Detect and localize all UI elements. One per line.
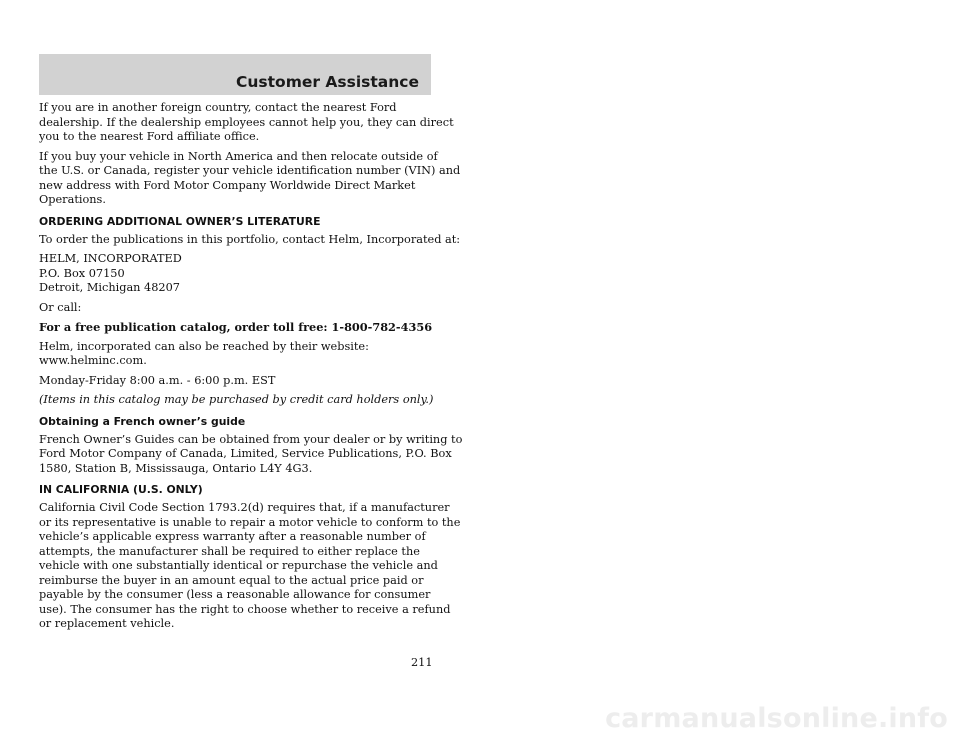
text-line: (Items in this catalog may be purchased by credit card holders only.) xyxy=(39,393,434,406)
watermark: carmanualsonline.info xyxy=(605,703,948,734)
address-line: P.O. Box 07150 xyxy=(39,266,125,280)
text-line: you to the nearest Ford affiliate office. xyxy=(39,130,260,143)
text-line: vehicle with one substantially identical or repurchase the vehicle and xyxy=(39,559,438,572)
address-line: Detroit, Michigan 48207 xyxy=(39,281,180,294)
french-guide-paragraph xyxy=(39,432,463,477)
literature-heading: ORDERING ADDITIONAL OWNER’S LITERATURE xyxy=(39,214,321,228)
text-line: Monday-Friday 8:00 a.m. - 6:00 p.m. EST xyxy=(39,373,276,387)
text-line: dealership. If the dealership employees cannot help you, they can direct xyxy=(39,115,454,129)
text-line: new address with Ford Motor Company Worldwide Direct Market xyxy=(39,178,416,192)
california-paragraph xyxy=(39,501,461,632)
hours-text xyxy=(39,374,439,389)
text-line: or its representative is unable to repair a motor vehicle to conform to the xyxy=(39,515,461,529)
page-number: 211 xyxy=(411,656,433,669)
text-line: payable by the consumer (less a reasonable allowance for consumer xyxy=(39,588,431,601)
text-line: or replacement vehicle. xyxy=(39,617,175,630)
credit-note xyxy=(39,393,439,408)
page-content xyxy=(39,101,463,637)
text-line: If you buy your vehicle in North America and then relocate outside of xyxy=(39,149,438,163)
address-line: HELM, INCORPORATED xyxy=(39,252,182,265)
text-line: Or call: xyxy=(39,300,82,314)
text-line: French Owner’s Guides can be obtained from your dealer or by writing to xyxy=(39,432,463,446)
relocate-paragraph xyxy=(39,149,461,208)
or-call-text xyxy=(39,301,439,316)
section-header xyxy=(39,54,431,95)
text-line: vehicle’s applicable express warranty after a reasonable number of xyxy=(39,530,426,543)
text-line: Operations. xyxy=(39,193,106,206)
text-line: attempts, the manufacturer shall be required to either replace the xyxy=(39,544,420,558)
toll-free-text xyxy=(39,320,439,335)
text-line: California Civil Code Section 1793.2(d) requires that, if a manufacturer xyxy=(39,501,450,514)
foreign-country-paragraph xyxy=(39,101,454,145)
website-paragraph xyxy=(39,340,439,369)
text-line: Ford Motor Company of Canada, Limited, Service Publications, P.O. Box xyxy=(39,447,452,460)
text-line: the U.S. or Canada, register your vehicle identification number (VIN) and xyxy=(39,164,461,177)
california-heading: IN CALIFORNIA (U.S. ONLY) xyxy=(39,483,203,496)
toll-free-line: For a free publication catalog, order toll free: 1-800-782-4356 xyxy=(39,320,433,334)
section-title: Customer Assistance xyxy=(236,73,419,91)
website-url: www.helminc.com. xyxy=(39,354,147,367)
text-line: Helm, incorporated can also be reached by their website: xyxy=(39,339,369,353)
text-line: 1580, Station B, Mississauga, Ontario L4Y 4G3. xyxy=(39,461,313,475)
text-line: reimburse the buyer in an amount equal to the actual price paid or xyxy=(39,573,424,587)
order-paragraph xyxy=(39,232,461,248)
french-guide-heading: Obtaining a French owner’s guide xyxy=(39,414,246,428)
helm-address xyxy=(39,252,439,296)
text-line: use). The consumer has the right to choose whether to receive a refund xyxy=(39,602,451,616)
text-line: If you are in another foreign country, contact the nearest Ford xyxy=(39,101,397,114)
text-line: To order the publications in this portfolio, contact Helm, Incorporated at: xyxy=(39,232,461,246)
